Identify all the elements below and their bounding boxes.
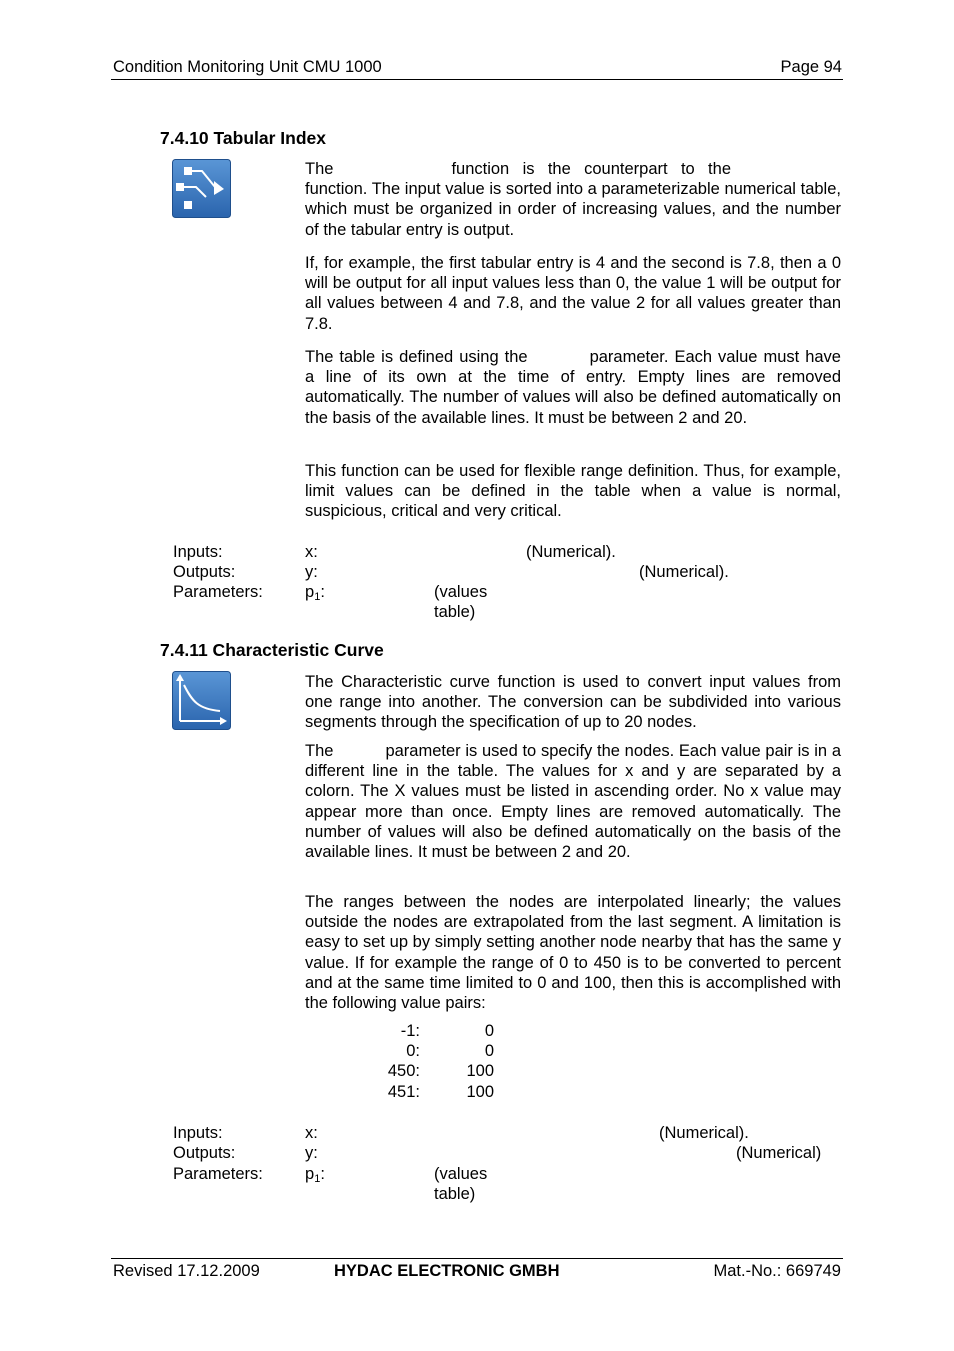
paragraph-2: If, for example, the first tabular entry is 4 and the second is 7.8, then a 0 will be output for all input values less than 0, the value 1 will be output for all values between 4 and 7.8, and the value 2 for all values greater than 7.8. (305, 254, 841, 333)
pair-x: -1: (400, 1022, 420, 1040)
paragraph-1 (305, 159, 841, 240)
section-heading-tabular-index: 7.4.10 Tabular Index (160, 128, 326, 148)
section-heading-characteristic-curve: 7.4.11 Characteristic Curve (160, 640, 384, 660)
inputs-var: x: (305, 543, 318, 561)
pair-x: 0: (406, 1042, 420, 1060)
text-fragment: parameter is used to specify the nodes. Each value pair is in a different line in the table. The values for x and y are separated by a colorn. The X values must be listed in ascending order. No x value may appear more than once. Empty lines are removed automatically. The number of values will also be defined automatically on the basis of the available lines. It must be between 2 and 20. (305, 742, 841, 862)
outputs-label: Outputs: (173, 1144, 236, 1162)
pair-y: 100 (466, 1083, 494, 1101)
footer-company: HYDAC ELECTRONIC GMBH (334, 1262, 560, 1280)
footer-matno: Mat.-No.: 669749 (713, 1262, 841, 1280)
outputs-var: y: (305, 563, 318, 581)
text-fragment: The (305, 160, 334, 178)
text-fragment: function. The input value is sorted into a parameterizable numerical table, which must be organized in order of increasing values, and the number of the tabular entry is output. (305, 180, 841, 239)
paragraph-3 (305, 347, 841, 428)
footer-rule (111, 1258, 843, 1259)
parameters-note: (values table) (434, 1165, 488, 1203)
text-fragment: function is the counterpart to the (451, 160, 731, 178)
outputs-label: Outputs: (173, 563, 236, 581)
page-number: Page 94 (780, 58, 842, 76)
text-fragment: The table is defined using the (305, 348, 528, 366)
outputs-var: y: (305, 1144, 318, 1162)
parameters-var: p1: (305, 583, 325, 603)
parameters-note: (values table) (434, 583, 488, 621)
outputs-note: (Numerical). (639, 563, 729, 581)
paragraph-5: The Characteristic curve function is used to convert input values from one range into another. The conversion can be subdivided into various segments through the specification of up to 20 nodes. (305, 673, 841, 732)
parameters-label: Parameters: (173, 1165, 263, 1183)
inputs-var: x: (305, 1124, 318, 1142)
inputs-note: (Numerical). (659, 1124, 749, 1142)
text-fragment: The (305, 742, 334, 760)
inputs-note: (Numerical). (526, 543, 616, 561)
outputs-note: (Numerical) (736, 1144, 822, 1162)
pair-x: 451: (387, 1083, 420, 1101)
tabular-index-icon (172, 159, 231, 218)
inputs-label: Inputs: (173, 543, 223, 561)
paragraph-7: The ranges between the nodes are interpolated linearly; the values outside the nodes are extrapolated from the last segment. A limitation is easy to set up by simply setting another node nearby that has the same y value. If for example the range of 0 to 450 is to be converted to percent and at the same time limited to 0 and 100, then this is accomplished with the following value pairs: (305, 893, 841, 1013)
header-title: Condition Monitoring Unit CMU 1000 (113, 58, 382, 76)
footer-revised: Revised 17.12.2009 (113, 1262, 260, 1280)
paragraph-6 (305, 741, 841, 862)
pair-x: 450: (387, 1062, 420, 1080)
pair-y: 0 (484, 1022, 494, 1040)
parameters-var: p1: (305, 1165, 325, 1185)
characteristic-curve-icon (172, 671, 231, 730)
pair-y: 100 (466, 1062, 494, 1080)
pair-y: 0 (484, 1042, 494, 1060)
paragraph-4: This function can be used for flexible range definition. Thus, for example, limit values can be defined in the table when a value is normal, suspicious, critical and very critical. (305, 462, 841, 521)
parameters-label: Parameters: (173, 583, 263, 601)
text-fragment: parameter. Each value must have a line of its own at the time of entry. Empty lines are removed automatically. The number of values will also be defined automatically on the basis of the available lines. It must be between 2 and 20. (305, 348, 841, 427)
header-rule (111, 79, 843, 80)
inputs-label: Inputs: (173, 1124, 223, 1142)
